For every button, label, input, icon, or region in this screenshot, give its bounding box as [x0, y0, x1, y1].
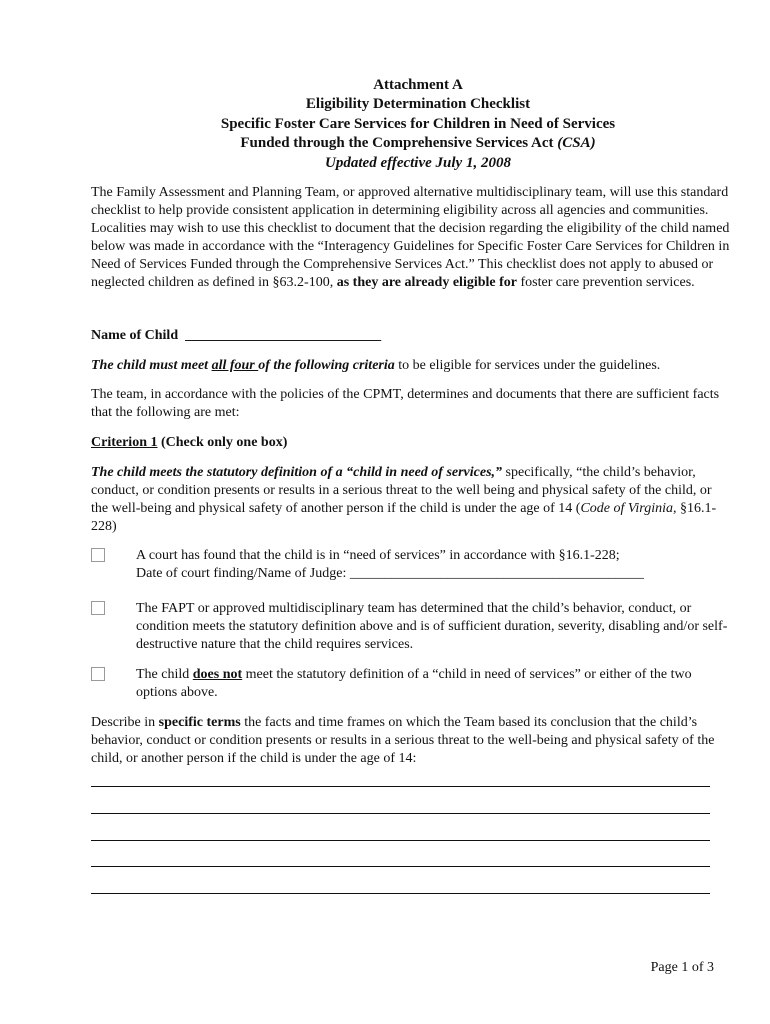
description-answer-line[interactable]	[91, 786, 710, 787]
definition-rest: specifically, “the child’s behavior, conduct, or condition presents or results in a serious threat to the well being and physical safety of the child, or the well-being and physical safety of another person if the child is under the age of 14 (	[91, 465, 712, 516]
intro-end: foster care prevention services.	[517, 275, 695, 290]
intro-bold-tail: as they are already eligible for	[336, 275, 517, 290]
definition-end: , §16.1-228)	[91, 501, 717, 534]
option3-text	[136, 666, 736, 702]
name-of-child-field	[91, 327, 731, 345]
description-answer-line[interactable]	[91, 893, 710, 894]
criterion1-title: Criterion 1	[91, 435, 158, 450]
attachment-title: Attachment A	[373, 77, 463, 93]
criterion1-definition	[91, 464, 731, 536]
description-answer-line[interactable]	[91, 866, 710, 867]
option3-rest: meet the statutory definition of a “child in need of services” or either of the two options above.	[136, 667, 692, 700]
describe-bold: specific terms	[158, 715, 241, 730]
option3-checkbox[interactable]	[91, 667, 105, 681]
option1-line1: A court has found that the child is in “need of services” in accordance with §16.1-228;	[136, 548, 620, 563]
csa-abbrev: (CSA)	[557, 135, 596, 152]
checklist-title: Eligibility Determination Checklist	[305, 96, 531, 113]
definition-lead: The child meets the statutory definition of a “child in need of services,”	[91, 465, 503, 480]
option3-lead: The child	[136, 667, 193, 682]
option3-does-not: does not	[192, 667, 243, 682]
page-number: Page 1 of 3	[650, 960, 714, 975]
criteria-intro	[91, 357, 731, 375]
effective-date: Updated effective July 1, 2008	[325, 154, 511, 171]
funding-text: Funded through the Comprehensive Services Act	[240, 135, 558, 152]
criteria-end: to be eligible for services under the guidelines.	[394, 358, 661, 373]
criteria-lead: The child must meet	[91, 358, 212, 373]
team-statement: The team, in accordance with the policies of the CPMT, determines and documents that there are sufficient facts that the following are met:	[91, 387, 720, 420]
description-answer-line[interactable]	[91, 840, 710, 841]
option2-checkbox[interactable]	[91, 601, 105, 615]
subtitle-line: Specific Foster Care Services for Children in Need of Services	[220, 115, 616, 132]
describe-instructions	[91, 714, 731, 768]
name-of-child-blank[interactable]: ____________________________	[185, 328, 382, 343]
intro-paragraph	[91, 184, 731, 292]
description-answer-line[interactable]	[91, 813, 710, 814]
name-of-child-label: Name of Child	[91, 328, 179, 343]
intro-text: The Family Assessment and Planning Team, or approved alternative multidisciplinary team, will use this standard checklist to help provide consistent application in determining eligibility across all agencies and communities. Localities may wish to use this checklist to document that the decision regarding the eligibility of the child named below was made in accordance with the “Interagency Guidelines for Specific Foster Care Services for Children in Need of Services Funded through the Comprehensive Services Act.” This checklist does not apply to abused or neglected children as defined in §63.2-100,	[91, 185, 730, 290]
describe-rest: the facts and time frames on which the Team based its conclusion that the child’s behavior, conduct or condition presents or results in a serious threat to the well-being and physical safety of the child, or another person if the child is under the age of 14:	[91, 715, 715, 766]
criteria-all-four: all four	[211, 358, 259, 373]
option1-checkbox[interactable]	[91, 548, 105, 562]
funding-line	[0, 134, 770, 153]
option1-line2: Date of court finding/Name of Judge: __________________________________________	[136, 566, 644, 581]
criterion1-note: (Check only one box)	[157, 435, 288, 450]
code-of-virginia: Code of Virginia	[580, 501, 674, 516]
criterion1-heading	[91, 434, 731, 452]
document-header	[0, 76, 770, 173]
option1-text	[136, 547, 736, 583]
describe-lead: Describe in	[91, 715, 159, 730]
criteria-middle: of the following criteria	[258, 358, 395, 373]
option2-text: The FAPT or approved multidisciplinary team has determined that the child’s behavior, conduct, or condition meets the statutory definition above and is of sufficient duration, severity, disabling and/or self-destructive nature that the child requires services.	[136, 601, 728, 652]
